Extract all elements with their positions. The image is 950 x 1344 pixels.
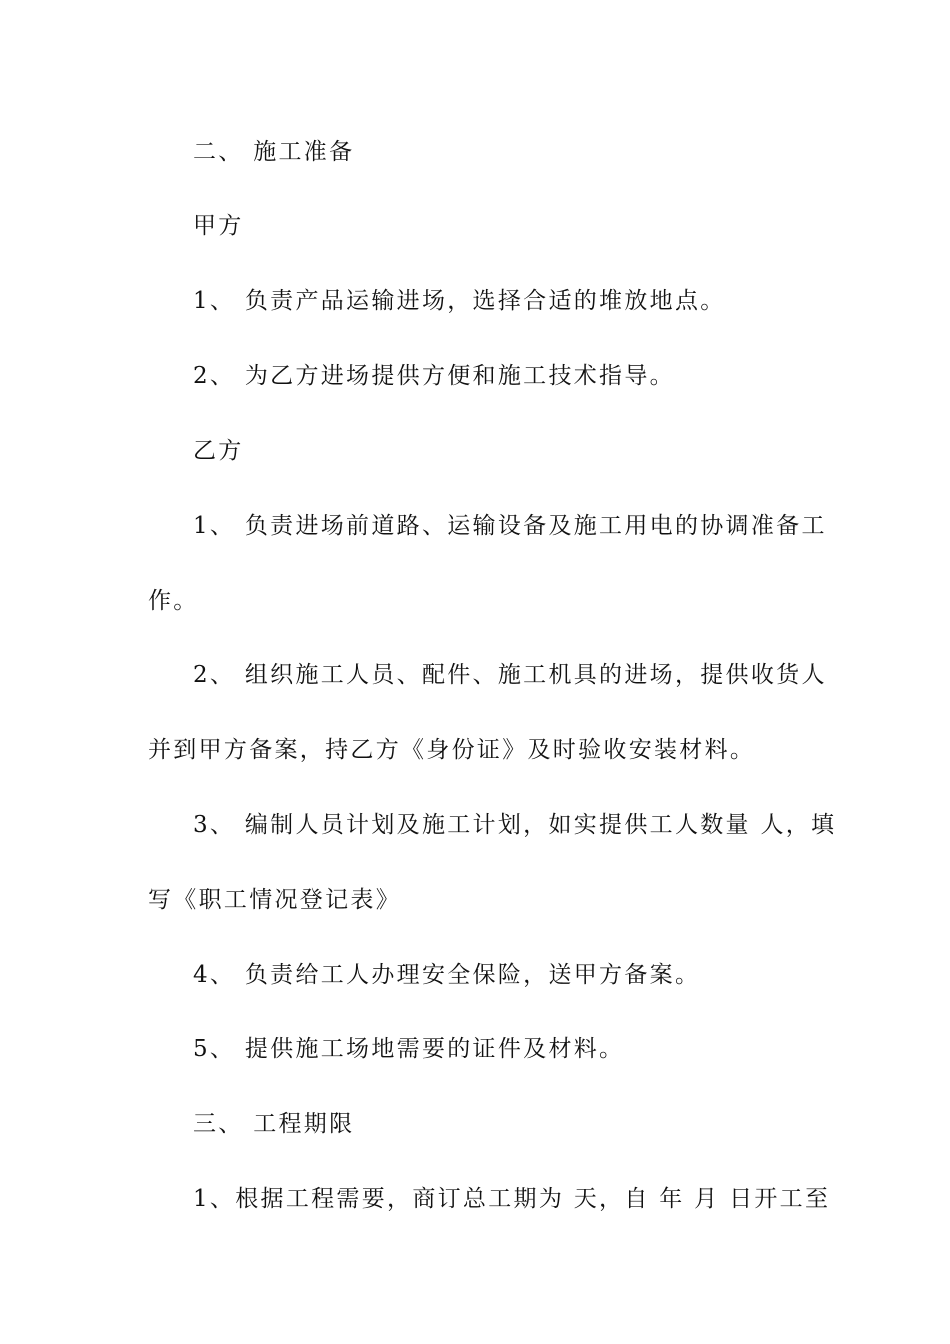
party-b-item-1-line-1: 1、 负责进场前道路、运输设备及施工用电的协调准备工 xyxy=(193,513,827,539)
section-heading-construction-prep: 二、 施工准备 xyxy=(193,139,355,165)
party-a-item-2: 2、 为乙方进场提供方便和施工技术指导。 xyxy=(193,363,675,389)
party-a-item-1: 1、 负责产品运输进场，选择合适的堆放地点。 xyxy=(193,288,726,314)
party-b-item-1-line-2: 作。 xyxy=(148,588,199,614)
party-b-item-4: 4、 负责给工人办理安全保险，送甲方备案。 xyxy=(193,962,701,988)
party-b-item-2-line-2: 并到甲方备案，持乙方《身份证》及时验收安装材料。 xyxy=(148,737,756,763)
party-a-heading: 甲方 xyxy=(193,213,244,239)
party-b-item-3-line-1: 3、 编制人员计划及施工计划，如实提供工人数量 人，填 xyxy=(193,812,837,838)
party-b-item-3-line-2: 写《职工情况登记表》 xyxy=(148,887,401,913)
party-b-item-2-line-1: 2、 组织施工人员、配件、施工机具的进场，提供收货人 xyxy=(193,662,827,688)
party-b-item-5: 5、 提供施工场地需要的证件及材料。 xyxy=(193,1036,625,1062)
party-b-heading: 乙方 xyxy=(193,438,244,464)
project-period-item-1: 1、根据工程需要，商订总工期为 天，自 年 月 日开工至 xyxy=(193,1186,831,1212)
section-heading-project-period: 三、 工程期限 xyxy=(193,1111,355,1137)
